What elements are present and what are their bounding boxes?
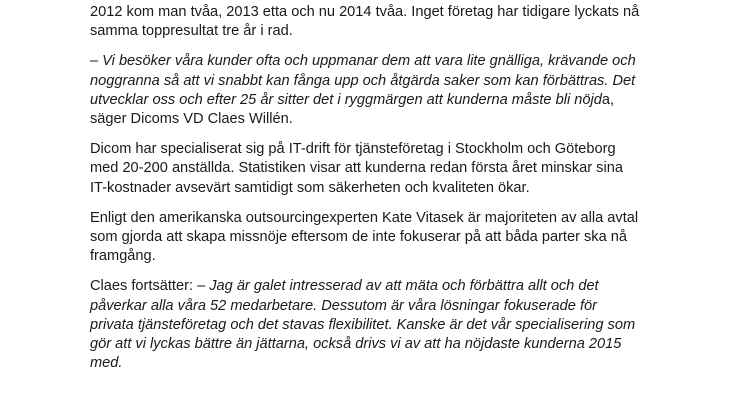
quote-line-tail: a, <box>601 91 615 108</box>
text-line: Dicom har specialiserat sig på IT-drift för tjänsteföretag i Stockholm och Göteborg <box>90 141 616 158</box>
paragraph-ranking-history <box>90 3 710 41</box>
quote-line: – Vi besöker våra kunder ofta och uppmanar dem att vara lite gnälliga, krävande och <box>90 53 636 70</box>
quote-line: påverkar alla våra 52 medarbetare. Dessutom är våra lösningar fokuserade för <box>90 297 597 314</box>
attribution-line: säger Dicoms VD Claes Willén. <box>90 111 293 128</box>
text-line: 2012 kom man tvåa, 2013 etta och nu 2014 tvåa. Inget företag har tidigare lyckats nå <box>90 4 640 20</box>
paragraph-ceo-quote <box>90 52 710 129</box>
lead-text: Claes fortsätter: <box>90 278 198 295</box>
text-line: som gjorda att skapa missnöje eftersom de inte fokuserar på att båda parter ska nå <box>90 229 628 246</box>
quote-line: – Jag är galet intresserad av att mäta och förbättra allt och det <box>197 278 599 295</box>
quote-line: med. <box>90 355 123 372</box>
text-line: IT-kostnader avsevärt samtidigt som säkerheten och kvaliteten ökar. <box>90 179 530 196</box>
text-line: med 20-200 anställda. Statistiken visar att kunderna redan första året minskar sina <box>90 160 623 177</box>
quote-line: noggranna så att vi snabbt kan fånga upp och åtgärda saker som kan förbättras. Det <box>90 72 636 89</box>
quote-line: privata tjänsteföretag och det stavas flexibilitet. Kanske är det vår specialisering som <box>90 316 636 333</box>
text-line: samma toppresultat tre år i rad. <box>90 23 293 40</box>
paragraph-claes-continues <box>90 277 710 373</box>
paragraph-outsourcing-expert <box>90 209 710 267</box>
quote-line: gör att vi lyckas bättre än jättarna, också drivs vi av att ha nöjdaste kunderna 2015 <box>90 336 622 353</box>
text-line: Enligt den amerikanska outsourcingexperten Kate Vitasek är majoriteten av alla avtal <box>90 209 639 226</box>
paragraph-company-description <box>90 140 710 198</box>
text-line: framgång. <box>90 248 156 265</box>
quote-line: utvecklar oss och efter 25 år sitter det i ryggmärgen att kunderna måste bli nöjd <box>90 91 602 108</box>
